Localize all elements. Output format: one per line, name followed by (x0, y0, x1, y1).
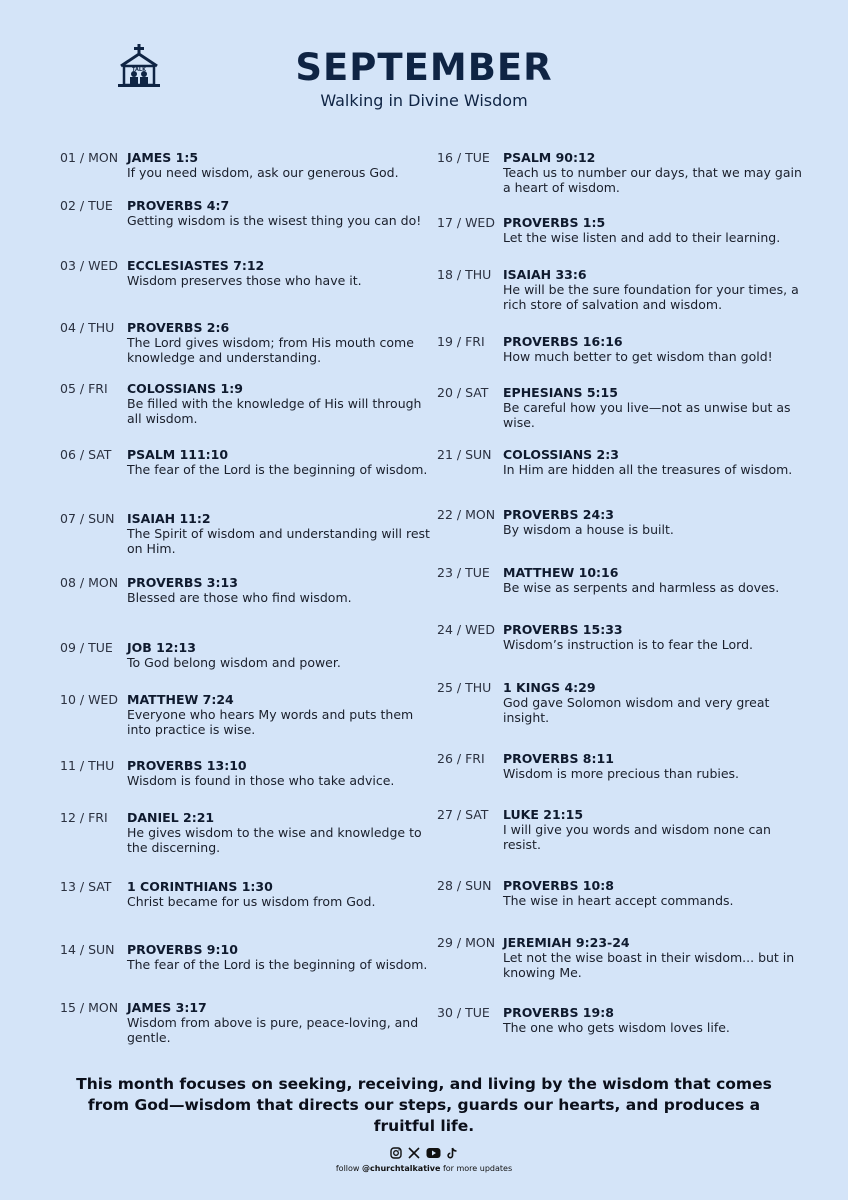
verse-text: He will be the sure foundation for your times, a rich store of salvation and wisdom. (503, 282, 799, 312)
scripture-reference: PROVERBS 15:33 (503, 622, 623, 637)
entry-body (503, 150, 803, 195)
entry-body (127, 258, 437, 288)
verse-text: He gives wisdom to the wise and knowledge to the discerning. (127, 825, 422, 855)
verse-text: Let the wise listen and add to their learning. (503, 230, 781, 245)
follow-line (0, 1164, 848, 1173)
entry-date: 05 / FRI (60, 381, 108, 396)
entry-body (127, 640, 437, 670)
verse-text: Let not the wise boast in their wisdom... but in knowing Me. (503, 950, 795, 980)
entry-date: 15 / MON (60, 1000, 119, 1015)
follow-prefix: follow (335, 1164, 360, 1173)
entry-date: 10 / WED (60, 692, 118, 707)
verse-text: How much better to get wisdom than gold! (503, 349, 773, 364)
entry-body (127, 447, 437, 477)
entry-body (503, 1005, 803, 1035)
scripture-reference: COLOSSIANS 2:3 (503, 447, 619, 462)
entry-date: 08 / MON (60, 575, 119, 590)
entry-date: 16 / TUE (437, 150, 490, 165)
entry-body (503, 215, 803, 245)
scripture-reference: 1 CORINTHIANS 1:30 (127, 879, 273, 894)
scripture-reference: JAMES 1:5 (127, 150, 199, 165)
entry-date: 22 / MON (437, 507, 496, 522)
verse-text: The fear of the Lord is the beginning of wisdom. (127, 462, 428, 477)
scripture-reference: MATTHEW 7:24 (127, 692, 234, 707)
verse-text: Be wise as serpents and harmless as doves. (503, 580, 780, 595)
entry-body (503, 751, 803, 781)
entry-date: 29 / MON (437, 935, 496, 950)
verse-text: Everyone who hears My words and puts them into practice is wise. (127, 707, 414, 737)
entry-date: 09 / TUE (60, 640, 113, 655)
scripture-reference: PROVERBS 4:7 (127, 198, 230, 213)
entry-body (503, 622, 803, 652)
verse-text: Wisdom from above is pure, peace-loving, and gentle. (127, 1015, 419, 1045)
entry-body (127, 1000, 437, 1045)
entry-body (503, 935, 803, 980)
entry-body (503, 334, 803, 364)
follow-suffix: for more updates (442, 1164, 513, 1173)
entry-date: 11 / THU (60, 758, 115, 773)
entry-body (127, 879, 437, 909)
entry-body (503, 267, 803, 312)
entry-body (503, 680, 803, 725)
scripture-reference: PROVERBS 9:10 (127, 942, 238, 957)
youtube-icon[interactable] (426, 1147, 441, 1162)
verse-text: The one who gets wisdom loves life. (503, 1020, 730, 1035)
scripture-reference: PROVERBS 10:8 (503, 878, 614, 893)
page-title: SEPTEMBER (295, 46, 553, 89)
verse-text: By wisdom a house is built. (503, 522, 674, 537)
entry-date: 24 / WED (437, 622, 495, 637)
entry-body (503, 807, 803, 852)
entry-date: 13 / SAT (60, 879, 112, 894)
scripture-reference: DANIEL 2:21 (127, 810, 215, 825)
entry-date: 30 / TUE (437, 1005, 490, 1020)
scripture-reference: JOB 12:13 (127, 640, 196, 655)
scripture-reference: PROVERBS 24:3 (503, 507, 614, 522)
verse-text: The Spirit of wisdom and understanding will rest on Him. (127, 526, 430, 556)
verse-text: Christ became for us wisdom from God. (127, 894, 376, 909)
entry-body (127, 758, 437, 788)
verse-text: To God belong wisdom and power. (127, 655, 341, 670)
entry-body (127, 511, 437, 556)
verse-text: The wise in heart accept commands. (503, 893, 734, 908)
entry-date: 25 / THU (437, 680, 492, 695)
entry-body (127, 692, 437, 737)
scripture-reference: PROVERBS 1:5 (503, 215, 606, 230)
entry-body (503, 507, 803, 537)
entry-date: 07 / SUN (60, 511, 115, 526)
verse-text: Wisdom is more precious than rubies. (503, 766, 740, 781)
scripture-reference: PROVERBS 3:13 (127, 575, 238, 590)
page-subtitle: Walking in Divine Wisdom (320, 91, 528, 110)
verse-text: Wisdom preserves those who have it. (127, 273, 362, 288)
instagram-icon[interactable] (390, 1147, 402, 1162)
entry-date: 12 / FRI (60, 810, 108, 825)
verse-text: Blessed are those who find wisdom. (127, 590, 352, 605)
scripture-reference: PROVERBS 13:10 (127, 758, 247, 773)
verse-text: Wisdom’s instruction is to fear the Lord. (503, 637, 753, 652)
entry-date: 19 / FRI (437, 334, 485, 349)
entry-date: 26 / FRI (437, 751, 485, 766)
verse-text: Getting wisdom is the wisest thing you can do! (127, 213, 422, 228)
entry-body (127, 320, 437, 365)
scripture-reference: JAMES 3:17 (127, 1000, 207, 1015)
verse-text: Teach us to number our days, that we may gain a heart of wisdom. (503, 165, 802, 195)
verse-text: I will give you words and wisdom none can resist. (503, 822, 771, 852)
x-icon[interactable] (408, 1147, 420, 1162)
entry-body (503, 565, 803, 595)
scripture-reference: JEREMIAH 9:23-24 (503, 935, 630, 950)
verse-text: Be careful how you live—not as unwise but as wise. (503, 400, 791, 430)
entry-body (127, 381, 437, 426)
social-icons (0, 1147, 848, 1162)
scripture-reference: PROVERBS 2:6 (127, 320, 230, 335)
entry-date: 27 / SAT (437, 807, 489, 822)
scripture-reference: MATTHEW 10:16 (503, 565, 619, 580)
scripture-reference: ECCLESIASTES 7:12 (127, 258, 265, 273)
verse-text: God gave Solomon wisdom and very great insight. (503, 695, 770, 725)
scripture-reference: PROVERBS 19:8 (503, 1005, 614, 1020)
verse-text: The Lord gives wisdom; from His mouth come knowledge and understanding. (127, 335, 414, 365)
entry-date: 21 / SUN (437, 447, 492, 462)
verse-text: Wisdom is found in those who take advice. (127, 773, 395, 788)
entry-date: 28 / SUN (437, 878, 492, 893)
footer-message: This month focuses on seeking, receiving, and living by the wisdom that comes from God—wisdom that directs our steps, guards our hearts, and produces a fruitful life. (76, 1075, 772, 1135)
entry-date: 01 / MON (60, 150, 119, 165)
entry-date: 14 / SUN (60, 942, 115, 957)
entry-date: 17 / WED (437, 215, 495, 230)
entry-body (127, 575, 437, 605)
entry-date: 20 / SAT (437, 385, 489, 400)
entry-body (503, 385, 803, 430)
verse-text: Be filled with the knowledge of His will through all wisdom. (127, 396, 422, 426)
entry-body (503, 447, 803, 477)
entry-body (127, 198, 437, 228)
entry-date: 02 / TUE (60, 198, 113, 213)
scripture-reference: PROVERBS 16:16 (503, 334, 623, 349)
scripture-reference: COLOSSIANS 1:9 (127, 381, 243, 396)
scripture-reference: PSALM 90:12 (503, 150, 596, 165)
tiktok-icon[interactable] (447, 1147, 458, 1162)
entry-body (127, 150, 437, 180)
verse-text: If you need wisdom, ask our generous God. (127, 165, 399, 180)
social-handle[interactable]: @churchtalkative (362, 1164, 441, 1173)
entry-date: 18 / THU (437, 267, 492, 282)
entry-body (127, 942, 437, 972)
scripture-reference: EPHESIANS 5:15 (503, 385, 618, 400)
entry-body (503, 878, 803, 908)
scripture-reference: ISAIAH 33:6 (503, 267, 587, 282)
verse-text: In Him are hidden all the treasures of wisdom. (503, 462, 793, 477)
entry-date: 04 / THU (60, 320, 115, 335)
logo-text: TALK (132, 67, 146, 73)
scripture-reference: PROVERBS 8:11 (503, 751, 614, 766)
entry-date: 06 / SAT (60, 447, 112, 462)
scripture-reference: ISAIAH 11:2 (127, 511, 211, 526)
scripture-reference: LUKE 21:15 (503, 807, 584, 822)
scripture-reference: 1 KINGS 4:29 (503, 680, 596, 695)
entry-body (127, 810, 437, 855)
scripture-reference: PSALM 111:10 (127, 447, 229, 462)
entry-date: 23 / TUE (437, 565, 490, 580)
verse-text: The fear of the Lord is the beginning of wisdom. (127, 957, 428, 972)
entry-date: 03 / WED (60, 258, 118, 273)
